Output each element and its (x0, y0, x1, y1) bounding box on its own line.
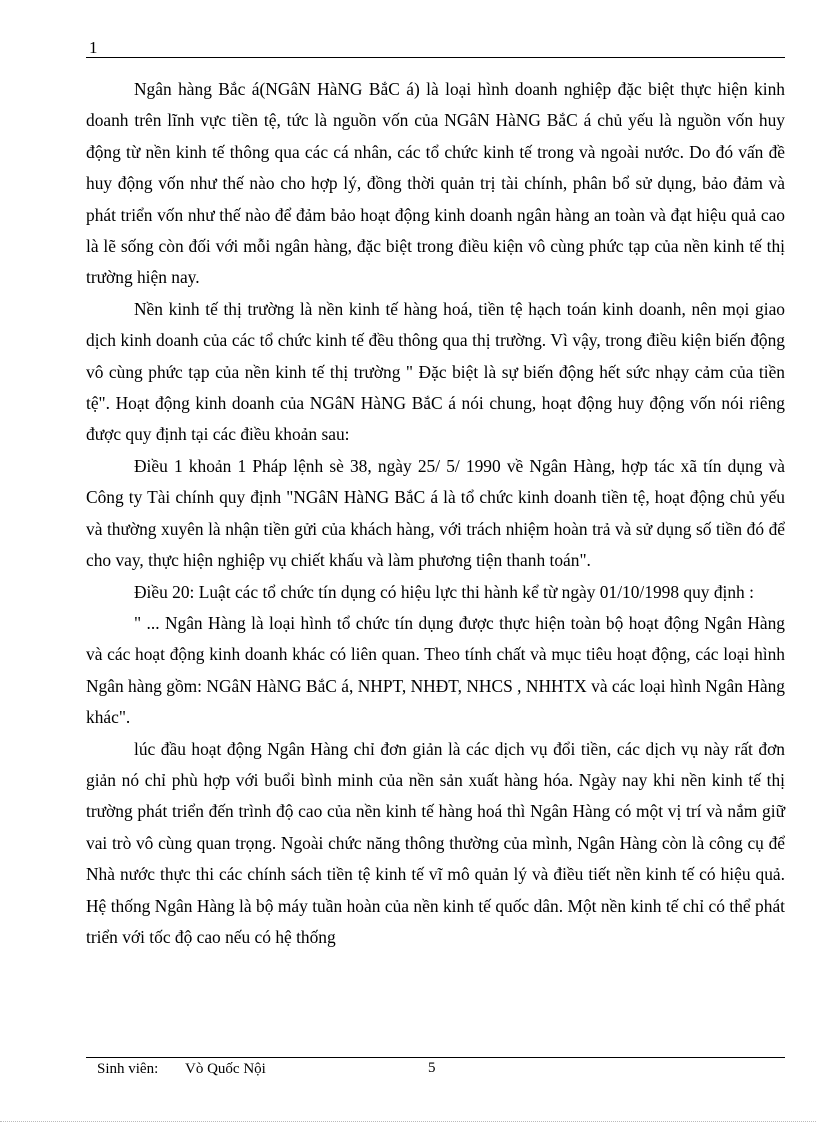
page-bottom-edge (0, 1121, 816, 1122)
footer-page-number: 5 (428, 1060, 436, 1076)
header-page-number: 1 (89, 38, 98, 57)
paragraph: " ... Ngân Hàng là loại hình tổ chức tín dụng được thực hiện toàn bộ hoạt động Ngân Hàng và các hoạt động kinh doanh khác có liên quan. Theo tính chất và mục tiêu hoạt động, các loại hình Ngân hàng gồm: NGâN HàNG BắC á, NHPT, NHĐT, NHCS , NHHTX và các loại hình Ngân Hàng khác". (86, 612, 785, 728)
paragraph: Nền kinh tế thị trường là nền kinh tế hàng hoá, tiền tệ hạch toán kinh doanh, nên mọi giao dịch kinh doanh của các tổ chức kinh tế đều thông qua thị trường. Vì vậy, trong điều kiện biến động vô cùng phức tạp của nền kinh tế thị trường " Đặc biệt là sự biến động hết sức nhạy cảm của tiền tệ". Hoạt động kinh doanh của NGâN HàNG BắC á nói chung, hoạt động huy động vốn nói riêng được quy định tại các điều khoản sau: (86, 298, 785, 445)
paragraph: Điều 1 khoản 1 Pháp lệnh sè 38, ngày 25/ 5/ 1990 về Ngân Hàng, hợp tác xã tín dụng và Công ty Tài chính quy định "NGâN HàNG BắC á là tổ chức kinh doanh tiền tệ, hoạt động chủ yếu và thường xuyên là nhận tiền gửi của khách hàng, với trách nhiệm hoàn trả và sử dụng số tiền đó để cho vay, thực hiện nghiệp vụ chiết khấu và làm phương tiện thanh toán". (86, 455, 785, 571)
document-body (86, 74, 785, 953)
paragraph: Ngân hàng Bắc á(NGâN HàNG BắC á) là loại hình doanh nghiệp đặc biệt thực hiện kinh doanh trên lĩnh vực tiền tệ, tức là nguồn vốn của NGâN HàNG BắC á chủ yếu là nguồn vốn huy động từ nền kinh tế thông qua các cá nhân, các tổ chức kinh tế trong và ngoài nước. Do đó vấn đề huy động vốn như thế nào cho hợp lý, đồng thời quản trị tài chính, phân bổ sử dụng, bảo đảm và phát triển vốn như thế nào để đảm bảo hoạt động kinh doanh ngân hàng an toàn và đạt hiệu quả cao là lẽ sống còn đối với mỗi ngân hàng, đặc biệt trong điều kiện vô cùng phức tạp của nền kinh tế thị trường hiện nay. (86, 79, 785, 288)
footer-rule (86, 1057, 785, 1058)
header-rule (86, 57, 785, 58)
paragraph: Điều 20: Luật các tổ chức tín dụng có hiệu lực thi hành kể từ ngày 01/10/1998 quy định : (134, 581, 754, 602)
paragraph: lúc đầu hoạt động Ngân Hàng chỉ đơn giản là các dịch vụ đổi tiền, các dịch vụ này rất đơn giản nó chỉ phù hợp với buổi bình minh của nền sản xuất hàng hóa. Ngày nay khi nền kinh tế thị trường phát triển đến trình độ cao của nền kinh tế hàng hoá thì Ngân Hàng có một vị trí và nắm giữ vai trò vô cùng quan trọng. Ngoài chức năng thông thường của mình, Ngân Hàng còn là công cụ để Nhà nước thực thi các chính sách tiền tệ kinh tế vĩ mô quản lý và điều tiết nền kinh tế có hiệu quả. Hệ thống Ngân Hàng là bộ máy tuần hoàn của nền kinh tế quốc dân. Một nền kinh tế chỉ có thể phát triển với tốc độ cao nếu có hệ thống (86, 738, 785, 947)
footer-student-name: Vò Quốc Nội (185, 1061, 266, 1077)
footer-student-label: Sinh viên: (97, 1061, 159, 1077)
